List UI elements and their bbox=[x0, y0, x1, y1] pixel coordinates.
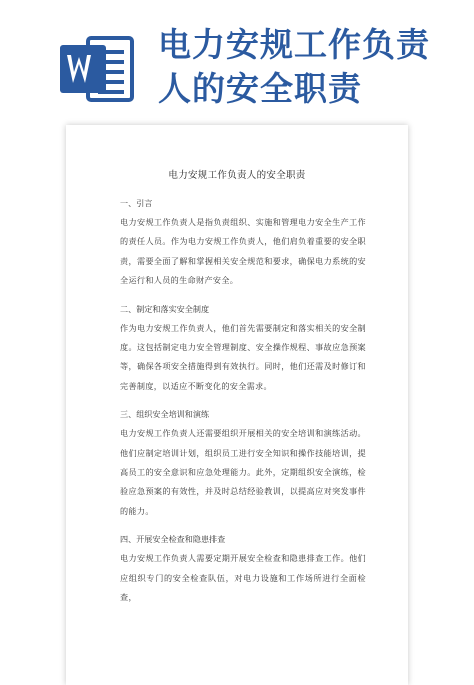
section-paragraph: 电力安规工作负责人是指负责组织、实施和管理电力安全生产工作的责任人员。作为电力安规工作负责人，他们肩负着重要的安全职责，需要全面了解和掌握相关安全规范和要求，确保电力系统的安全运行和人员的生命财产安全。 bbox=[120, 217, 366, 286]
document-page bbox=[66, 125, 408, 685]
section-heading: 三、组织安全培训和演练 bbox=[120, 409, 210, 420]
section-paragraph: 电力安规工作负责人需要定期开展安全检查和隐患排查工作。他们应组织专门的安全检查队伍，对电力设施和工作场所进行全面检查， bbox=[120, 553, 366, 603]
banner-title: 电力安规工作负责人的安全职责 bbox=[158, 25, 430, 108]
word-document-icon bbox=[58, 30, 136, 108]
section-heading: 一、引言 bbox=[120, 198, 153, 208]
document-title: 电力安规工作负责人的安全职责 bbox=[168, 170, 306, 181]
section-heading: 二、制定和落实安全制度 bbox=[120, 303, 210, 314]
section-heading: 四、开展安全检查和隐患排查 bbox=[120, 534, 226, 545]
section-paragraph: 作为电力安规工作负责人，他们首先需要制定和落实相关的安全制度。这包括制定电力安全管理制度、安全操作规程、事故应急预案等，确保各项安全措施得到有效执行。同时，他们还需及时修订和完善制度，以适应不断变化的安全需求。 bbox=[120, 322, 366, 391]
document-body bbox=[120, 193, 366, 616]
section-paragraph: 电力安规工作负责人还需要组织开展相关的安全培训和演练活动。他们应制定培训计划，组织员工进行安全知识和操作技能培训，提高员工的安全意识和应急处理能力。此外，定期组织安全演练，检验应急预案的有效性，并及时总结经验教训，以提高应对突发事件的能力。 bbox=[120, 428, 366, 516]
